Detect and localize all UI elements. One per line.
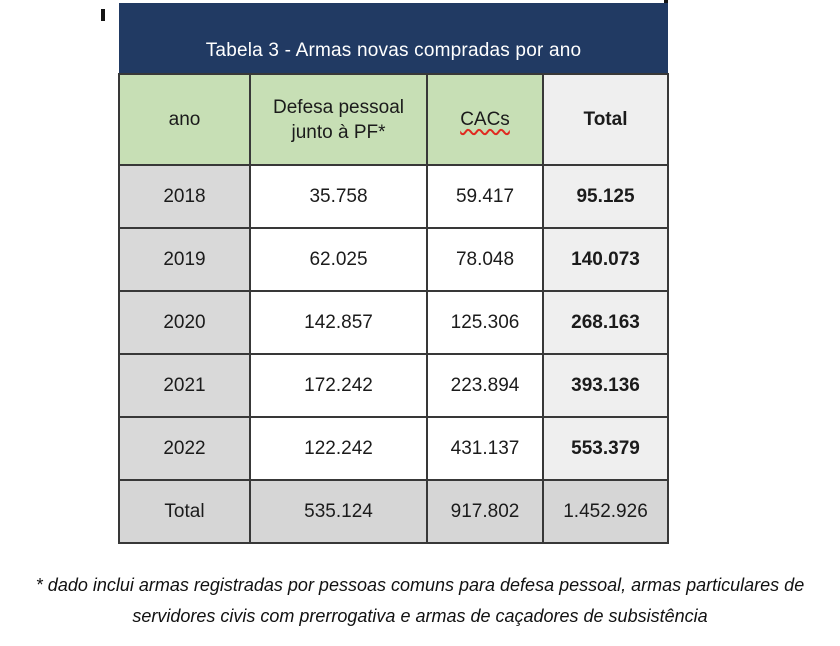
table-row-2019 — [119, 228, 668, 291]
table-total-row — [119, 480, 668, 543]
armas-table — [118, 73, 669, 544]
grand-total-cell: 1.452.926 — [543, 480, 668, 543]
cacs-value-cell: 59.417 — [427, 165, 543, 228]
col-header-ano: ano — [119, 74, 250, 165]
table-title-bar — [119, 3, 668, 73]
defesa-total-cell: 535.124 — [250, 480, 427, 543]
defesa-value-cell: 172.242 — [250, 354, 427, 417]
cacs-spellcheck-text: CACs — [460, 108, 510, 130]
total-value-cell: 393.136 — [543, 354, 668, 417]
defesa-value-cell: 62.025 — [250, 228, 427, 291]
col-header-total: Total — [543, 74, 668, 165]
total-value-cell: 268.163 — [543, 291, 668, 354]
crop-artifact-left — [101, 9, 105, 21]
year-cell: 2021 — [119, 354, 250, 417]
year-cell: 2019 — [119, 228, 250, 291]
table-row-2021 — [119, 354, 668, 417]
col-header-defesa: Defesa pessoal junto à PF* — [250, 74, 427, 165]
year-cell: 2018 — [119, 165, 250, 228]
year-cell: 2020 — [119, 291, 250, 354]
year-cell: 2022 — [119, 417, 250, 480]
defesa-value-cell: 35.758 — [250, 165, 427, 228]
defesa-value-cell: 122.242 — [250, 417, 427, 480]
table-row-2020 — [119, 291, 668, 354]
cacs-value-cell: 431.137 — [427, 417, 543, 480]
total-value-cell: 140.073 — [543, 228, 668, 291]
table-footnote: * dado inclui armas registradas por pessoas comuns para defesa pessoal, armas particulares de servidores civis com prerrogativa e armas de caçadores de subsistência — [35, 575, 805, 626]
header-row — [119, 74, 668, 165]
table-row-2022 — [119, 417, 668, 480]
cacs-total-cell: 917.802 — [427, 480, 543, 543]
col-header-cacs — [427, 74, 543, 165]
total-label-cell: Total — [119, 480, 250, 543]
table-row-2018 — [119, 165, 668, 228]
table-title: Tabela 3 - Armas novas compradas por ano — [205, 40, 582, 61]
total-value-cell: 553.379 — [543, 417, 668, 480]
total-value-cell: 95.125 — [543, 165, 668, 228]
cacs-value-cell: 78.048 — [427, 228, 543, 291]
defesa-value-cell: 142.857 — [250, 291, 427, 354]
cacs-value-cell: 223.894 — [427, 354, 543, 417]
cacs-value-cell: 125.306 — [427, 291, 543, 354]
